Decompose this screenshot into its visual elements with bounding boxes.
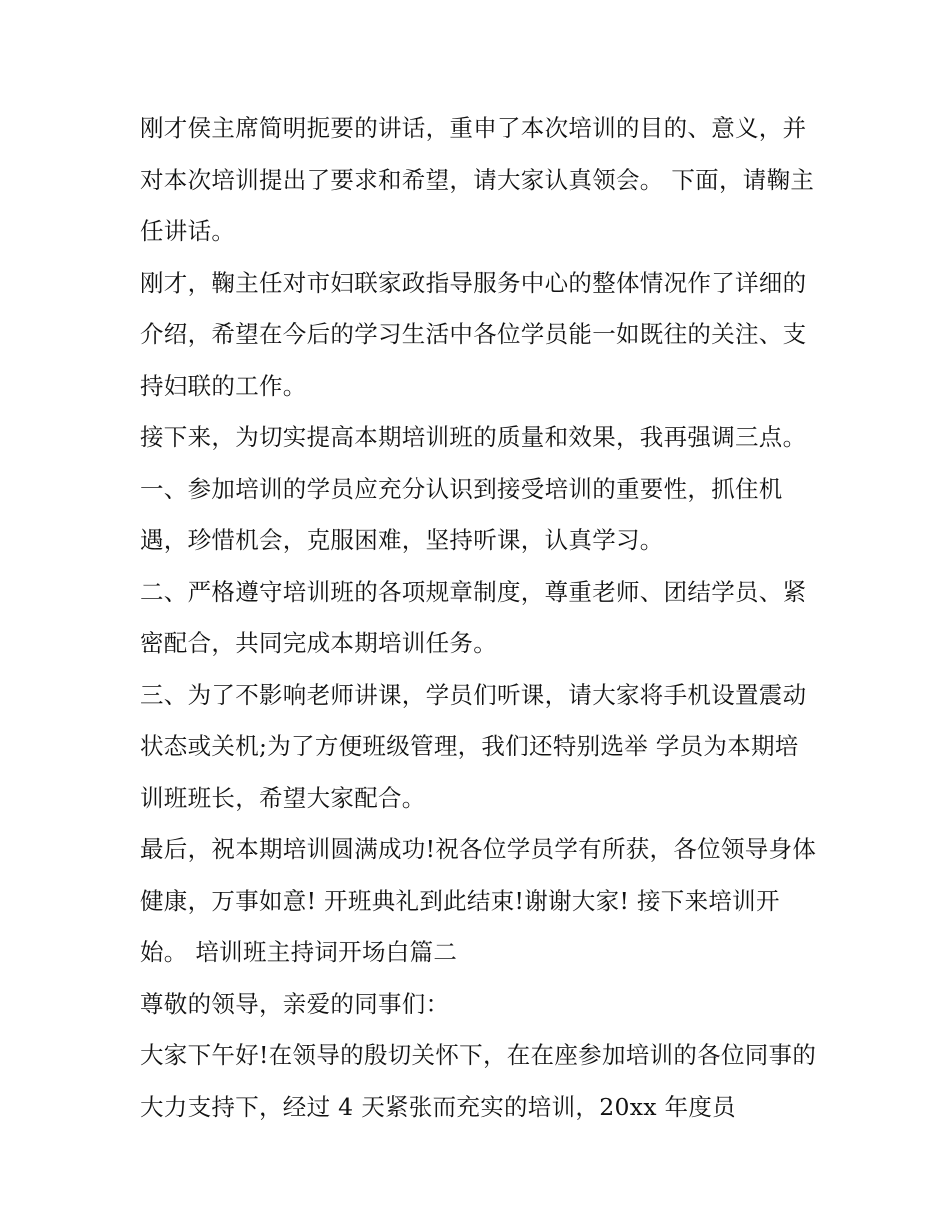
paragraph-2: 刚才，鞠主任对市妇联家政指导服务中心的整体情况作了详细的介绍，希望在今后的学习生活中各位学员能一如既往的关注、支持妇联的工作。	[140, 268, 807, 400]
paragraph-6: 最后，祝本期培训圆满成功!祝各位学员学有所获，各位领导身体健康，万事如意! 开班典礼到此结束!谢谢大家! 接下来培训开始。 培训班主持词开场白篇二	[140, 835, 817, 966]
paragraph-5: 三、为了不影响老师讲课，学员们听课，请大家将手机设置震动状态或关机;为了方便班级管理，我们还特别选举 学员为本期培训班班长，希望大家配合。	[140, 680, 807, 812]
paragraph-7: 尊敬的领导，亲爱的同事们：	[140, 989, 450, 1018]
paragraph-4: 二、严格遵守培训班的各项规章制度，尊重老师、团结学员、紧密配合，共同完成本期培训任务。	[140, 577, 807, 657]
paragraph-3: 接下来，为切实提高本期培训班的质量和效果，我再强调三点。 一、参加培训的学员应充分认识到接受培训的重要性，抓住机遇，珍惜机会，克服困难，坚持听课，认真学习。	[140, 423, 807, 554]
paragraph-1: 刚才侯主席简明扼要的讲话，重申了本次培训的目的、意义，并对本次培训提出了要求和希望，请大家认真领会。 下面，请鞠主任讲话。	[140, 114, 815, 245]
paragraph-8: 大家下午好!在领导的殷切关怀下，在在座参加培训的各位同事的大力支持下，经过 4 天紧张而充实的培训，20xx 年度员	[140, 1041, 817, 1121]
document-body	[140, 103, 820, 1133]
